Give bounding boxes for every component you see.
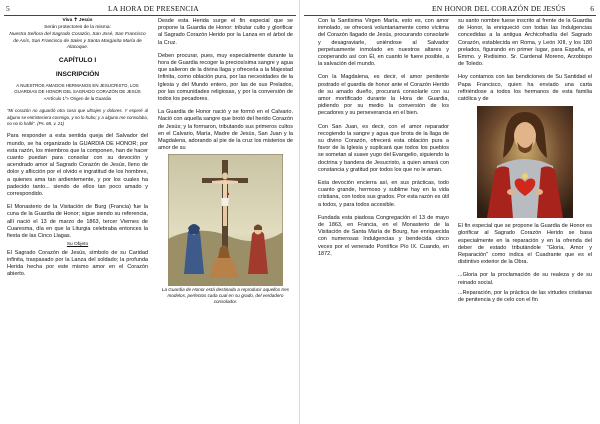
paragraph: Deben procurar, pues, muy especialmente durante la hora de Guardia recoger la preciosísima sangre y agua que salieron de la divina llaga y ofrecerla a la Majestad Infinita, como oblación pura, por las necesidades de la Iglesia y del Mundo entero, por las de sus Prelados, por las comunidades religiosas, y por la conversión de todos los pecadores. <box>158 52 293 103</box>
paragraph: La Guardia de Honor nació y se formó en el Calvario. Nació con aquella sangre que brotó del herido Corazón de Jesús; y la formaron, tributando sus primeros cultos en el Calvario, María, Madre de Jesús, San Juan y la Magdalena, adorando al pie de la cruz los misterios de amor de su <box>158 109 293 152</box>
subheading: Su Objeto <box>66 242 89 248</box>
paragraph: Fundada esta piadosa Congregación el 13 de mayo de 1863, en Francia, en el Monasterio de la Visitación de Santa María de Bourg, fue enriquecida con numerosas Indulgencias y bendecida cinco veces por el venerado Pontífice Pío IX. Cuando, en 1872, <box>318 214 449 257</box>
paragraph: El fin especial que se propone la Guardia de Honor es glorificar al Sagrado Corazón Herido se basa especialmente en la reparación y en la ofrenda del deber de estado tributándole "Gloria, Amor y Reparación" como indica el Cuadrante que es el distintivo exterior de la Obra. <box>458 223 592 266</box>
paragraph: su santo nombre fuese inscrito al frente de la Guardia de Honor, la enriqueció con todas las Indulgencias concedidas a la antigua Archicofradía del Sagrado Corazón, establecida en Roma, y León XIII, y los 180 prelados, figurando en primer lugar, para España, el Emmo. y Rvdisimo. Sr. Cardenal Moreno, Arzobispo de Toledo. <box>458 18 592 68</box>
left-page-header <box>0 4 300 15</box>
paragraph: El Sagrado Corazón de Jesús, símbolo de su Caridad infinita, traspasado por la Lanza del soldado; la profunda Herida hecha por este mismo amor en el Corazón abierto. <box>7 249 148 278</box>
left-column-1 <box>7 18 148 284</box>
paragraph: Desde esta Herida surge el fin especial que se propone la Guardia de Honor: tributar culto y glorificar al Sagrado Corazón Herido por la Lanza en el árbol de la Cruz. <box>158 18 293 46</box>
paragraph: Con San Juan, es decir, con el amor reparador recogiendo la sangre y agua que brota de la llaga de su divino Corazón, ofrecerá esta oblación pura a favor de la Iglesia y suplicará que todos los pueblos se sometan al suave yugo del Evangelio, siguiendo la doctrina y bandera de Jesucristo, a quien amará con constancia y gratitud por todos los que no le aman. <box>318 123 449 173</box>
dedication: A NUESTROS AMADOS HERMANOS EN JESUCRISTO, LOS GUARDIAS DE HONOR DEL SAGRADO CORAZÓN DE JESÚS «Artículo 1º» Origen de la Guardia <box>14 83 141 101</box>
intro-title: Viva ✝ Jesús <box>62 18 93 23</box>
right-column-2 <box>458 18 592 310</box>
paragraph: Hoy contamos con las bendiciones de Su Santidad el Papa Francisco, quien ha enviado una carta refiriéndose a todos los hermanos de esta familia católica y de <box>458 74 592 103</box>
right-page-header <box>300 4 600 15</box>
protectors-text: Nuestra Señora del Sagrado Corazón, San José, San Francisco de Asís, San Francisco de Sales y Santa Margarita María de Alacoque. <box>9 32 146 50</box>
chapter-heading: CAPÍTULO I <box>58 57 97 65</box>
intro-subtitle: Serán protectores de la misma: <box>44 25 111 31</box>
paragraph: ...Reparación, por la práctica de las virtudes cristianas de penitencia y de celo con el fin <box>458 289 592 304</box>
page-number: 5 <box>6 4 10 13</box>
crucifixion-illustration <box>158 154 293 286</box>
paragraph: Esta devoción encierra así, en sus prácticas, todo cuanto grande, hermoso y sublime hay en la vida cristiana, con todos sus grados. Por esta razón es útil a todos, y para todos accesible. <box>318 180 449 208</box>
left-column-2 <box>158 18 293 311</box>
opening-quote: "Mi corazón no aguardó otra cosa que ultrajes y dolores. Y esperé al alguno se entristeciera conmigo, y no lo hubo; y a alguno me consolaba, no no lo hallé". (Ps. 68, v. 21) <box>7 108 148 127</box>
chapter-name: INSCRIPCIÓN <box>55 71 100 79</box>
paragraph: Con la Santísima Virgen María, esto es, con amor inmolado, se ofrecerá voluntariamente como víctima del Corazón llagado de Jesús, procurando consolarle y desagraviarle, uniéndose al Salvador perpetuamente inmolado en nuestros altares y cooperando así con Él, en cuanto le fuere posible, a la salvación del mundo. <box>318 18 449 68</box>
running-title: LA HORA DE PRESENCIA <box>108 4 199 13</box>
paragraph: Con la Magdalena, es decir, el amor penitente postrado el guardia de honor ante el Corazón Herido de su amado dueño, procurará consolarle con su amor mortificado durante la Hora de Guardia, pidiendo por su medio la conversión de los pecadores y su perseverancia en el bien. <box>318 74 449 117</box>
sacred-heart-illustration <box>458 106 592 218</box>
paragraph: ...Gloria por la proclamación de su realeza y de su reinado social. <box>458 272 592 286</box>
page-number: 6 <box>590 4 594 13</box>
paragraph: El Monasterio de la Visitación de Burg (Francia) fue la cuna de la Guardia de Honor; sigue siendo su referencia, allí nació el 13 de marzo de 1863, tercer Viernes de Cuaresma, día en que la Liturgia celebraba entonces la fiesta de las Cinco Llagas. <box>7 204 148 240</box>
running-title: EN HONOR DEL CORAZÓN DE JESÚS <box>432 4 566 13</box>
right-column-1 <box>318 18 449 264</box>
illustration-caption: La Guardia de Honor está destinada a reproducir aquellos tres modelos, perfectos cada cual en su grado, del verdadero consolador. <box>161 287 290 305</box>
paragraph: Para responder a esta sentida queja del Salvador del mundo, se ha organizado la GUARDIA DE HONOR; por esta razón, los miembros que la componen, han de hacer cuanto puedan para consolar con su devoción y acendrado amor al Sagrado Corazón de Jesús, lleno de dolor y aflicción por el olvido e ingratitud de los hombres, a quienes ama tan ardientemente, y por los cuales ha padecido tanto... siendo de ellos tan poco amado y correspondido. <box>7 133 148 198</box>
right-page <box>300 0 600 424</box>
